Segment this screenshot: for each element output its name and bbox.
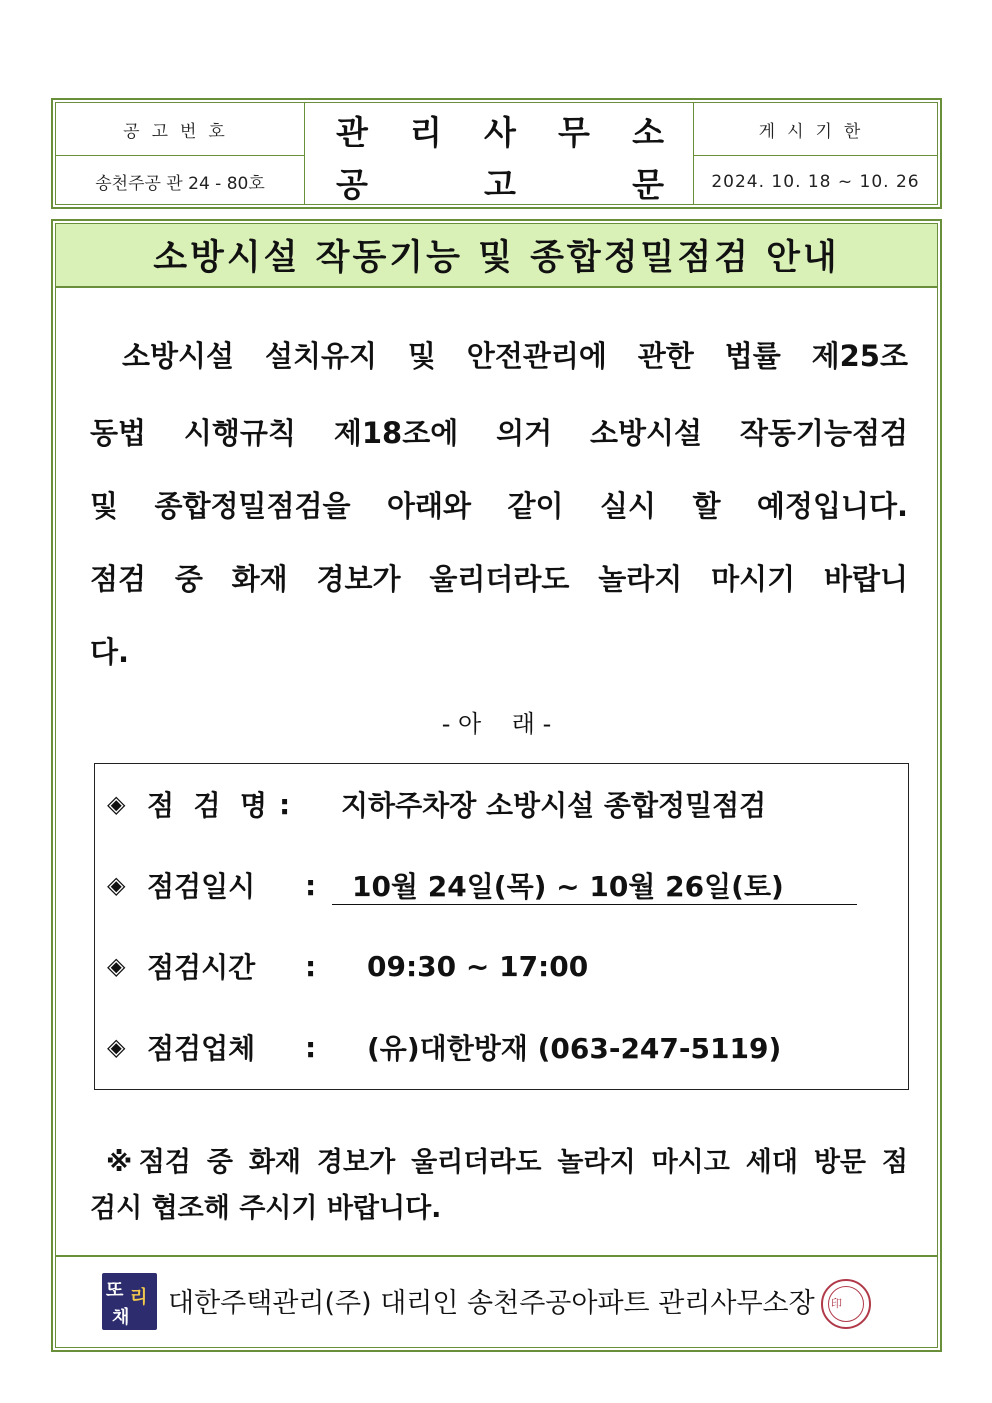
detail-value: (유)대한방재 (063-247-5119) — [367, 1032, 782, 1065]
detail-label: 점검업체 — [147, 1032, 256, 1065]
notice-title: 소방시설 작동기능 및 종합정밀점검 안내 — [56, 224, 937, 288]
detail-row-name — [107, 784, 898, 824]
notice-number-value: 송천주공 관 24 - 80호 — [95, 174, 265, 194]
body-line: 소방시설 설치유지 및 안전관리에 관한 법률 제25조 — [122, 339, 908, 373]
title-char: 소 — [632, 113, 664, 152]
brand-logo: 또 리 채 — [102, 1273, 157, 1330]
detail-label: 점검일시 — [147, 870, 256, 903]
detail-row-company — [107, 1027, 898, 1067]
body-line: 다. — [90, 635, 130, 669]
posting-period-label: 게시기한 — [758, 121, 873, 142]
detail-value: 지하주차장 소방시설 종합정밀점검 — [341, 789, 767, 822]
official-seal-icon: 印 — [821, 1279, 871, 1329]
detail-colon: : — [305, 949, 317, 983]
section-marker: - 아 래 - — [441, 710, 552, 738]
note-line: 검시 협조해 주시기 바랍니다. — [90, 1193, 442, 1224]
notice-header-table — [51, 98, 942, 209]
title-char: 무 — [558, 113, 590, 152]
title-char: 사 — [484, 113, 516, 152]
detail-value: 10월 24일(목) ~ 10월 26일(토) — [332, 865, 857, 905]
body-line: 점검 중 화재 경보가 울리더라도 놀라지 마시기 바랍니 — [90, 562, 908, 596]
inspection-details-box — [94, 763, 909, 1090]
detail-colon: : — [305, 868, 317, 902]
title-char: 리 — [410, 113, 442, 152]
detail-row-time — [107, 946, 898, 986]
title-char: 공 — [336, 165, 368, 204]
detail-colon: : — [305, 1030, 317, 1064]
detail-value: 09:30 ~ 17:00 — [367, 949, 589, 983]
posting-period-value: 2024. 10. 18 ~ 10. 26 — [711, 171, 920, 192]
diamond-bullet-icon: ◈ — [107, 952, 126, 980]
detail-label: 점검시간 — [147, 951, 256, 984]
diamond-bullet-icon: ◈ — [107, 871, 126, 899]
footer — [56, 1255, 937, 1347]
office-notice-title — [306, 103, 692, 204]
diamond-bullet-icon: ◈ — [107, 1033, 126, 1061]
body-line: 및 종합정밀점검을 아래와 같이 실시 할 예정입니다. — [90, 489, 908, 523]
note-line: ※점검 중 화재 경보가 울리더라도 놀라지 마시고 세대 방문 점 — [106, 1147, 908, 1178]
detail-label: 점 검 명 — [147, 789, 267, 822]
notice-body — [51, 219, 942, 1352]
body-line: 동법 시행규칙 제18조에 의거 소방시설 작동기능점검 — [90, 416, 908, 450]
notice-number-label: 공고번호 — [123, 121, 237, 142]
footer-signature: 대한주택관리(주) 대리인 송천주공아파트 관리사무소장 — [168, 1288, 815, 1319]
title-char: 관 — [336, 113, 368, 152]
detail-row-date — [107, 865, 898, 905]
detail-colon: : — [279, 787, 291, 821]
diamond-bullet-icon: ◈ — [107, 790, 126, 818]
title-char: 고 — [484, 165, 516, 204]
title-char: 문 — [632, 165, 664, 204]
